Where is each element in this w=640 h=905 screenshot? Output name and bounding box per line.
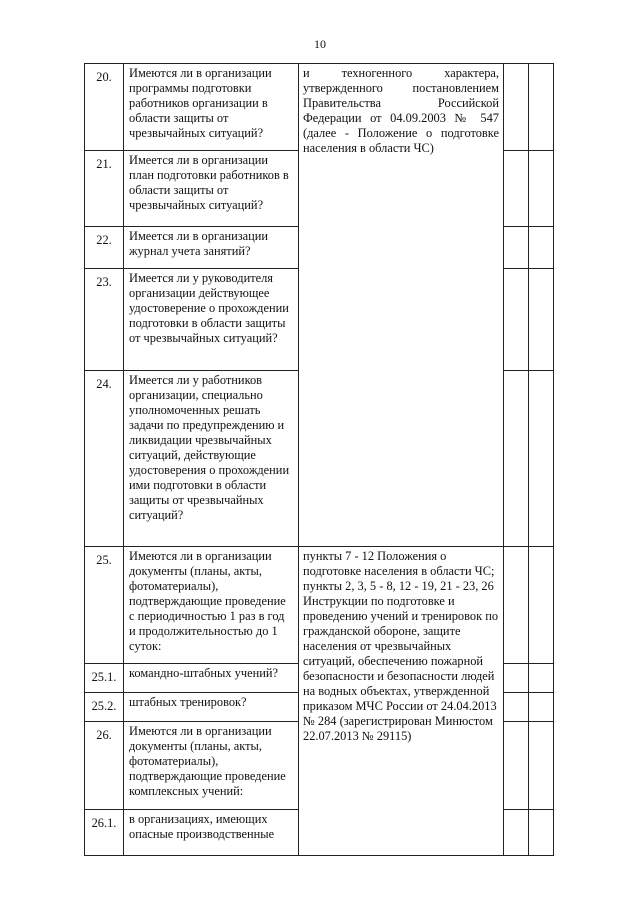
question-cell bbox=[124, 810, 299, 856]
answer-yes-cell[interactable] bbox=[504, 810, 529, 856]
row-number: 26. bbox=[85, 722, 124, 810]
question-text: Имеется ли в организации план подготовки работников в области защиты от чрезвычайных ситуаций? bbox=[129, 153, 289, 212]
question-text: Имеются ли в организации документы (планы, акты, фотоматериалы), подтверждающие проведение комплексных учений: bbox=[129, 724, 286, 798]
question-text: Имеется ли у руководителя организации действующее удостоверение о прохождении подготовки в области защиты от чрезвычайных ситуаций? bbox=[129, 271, 289, 345]
answer-no-cell[interactable] bbox=[529, 371, 554, 547]
answer-no-cell[interactable] bbox=[529, 810, 554, 856]
answer-yes-cell[interactable] bbox=[504, 227, 529, 269]
question-text: Имеется ли у работников организации, специально уполномоченных решать задачи по предупреждению и ликвидации чрезвычайных ситуаций, действующие удостоверения о прохождении ими подготовки в области защиты от чрезвычайных ситуаций? bbox=[129, 373, 290, 522]
answer-yes-cell[interactable] bbox=[504, 664, 529, 693]
question-cell bbox=[124, 227, 299, 269]
row-number: 23. bbox=[85, 269, 124, 371]
question-text: командно-штабных учений? bbox=[129, 666, 278, 680]
answer-no-cell[interactable] bbox=[529, 547, 554, 664]
answer-yes-cell[interactable] bbox=[504, 722, 529, 810]
answer-no-cell[interactable] bbox=[529, 693, 554, 722]
row-number: 25.2. bbox=[85, 693, 124, 722]
checklist-table bbox=[84, 63, 554, 856]
answer-yes-cell[interactable] bbox=[504, 547, 529, 664]
row-number: 20. bbox=[85, 64, 124, 151]
question-text: Имеются ли в организации документы (планы, акты, фотоматериалы), подтверждающие проведение с периодичностью 1 раз в год и продолжительностью до 1 суток: bbox=[129, 549, 286, 653]
answer-no-cell[interactable] bbox=[529, 64, 554, 151]
row-number: 25. bbox=[85, 547, 124, 664]
question-text: в организациях, имеющих опасные производственные bbox=[129, 812, 275, 841]
answer-yes-cell[interactable] bbox=[504, 269, 529, 371]
question-text: Имеется ли в организации журнал учета занятий? bbox=[129, 229, 269, 258]
table-row bbox=[85, 547, 554, 664]
answer-yes-cell[interactable] bbox=[504, 371, 529, 547]
answer-no-cell[interactable] bbox=[529, 151, 554, 227]
reference-cell bbox=[299, 64, 504, 547]
row-number: 21. bbox=[85, 151, 124, 227]
question-cell bbox=[124, 371, 299, 547]
row-number: 25.1. bbox=[85, 664, 124, 693]
answer-no-cell[interactable] bbox=[529, 227, 554, 269]
row-number: 26.1. bbox=[85, 810, 124, 856]
row-number: 22. bbox=[85, 227, 124, 269]
question-cell bbox=[124, 664, 299, 693]
question-cell bbox=[124, 269, 299, 371]
table-row bbox=[85, 64, 554, 151]
question-cell bbox=[124, 64, 299, 151]
page-number: 10 bbox=[314, 37, 326, 51]
question-text: штабных тренировок? bbox=[129, 695, 247, 709]
question-text: Имеются ли в организации программы подготовки работников организации в области защиты от чрезвычайных ситуаций? bbox=[129, 66, 272, 140]
answer-yes-cell[interactable] bbox=[504, 64, 529, 151]
answer-no-cell[interactable] bbox=[529, 664, 554, 693]
reference-text: пункты 7 - 12 Положения о подготовке населения в области ЧС; пункты 2, 3, 5 - 8, 12 - 19, 21 - 23, 26 Инструкции по подготовке и проведению учений и тренировок по гражданской обороне, защите населения от чрезвычайных ситуаций, обеспечению пожарной безопасности и безопасности людей на водных объектах, утвержденной приказом МЧС России от 24.04.2013 № 284 (зарегистрирован Минюстом 22.07.2013 № 29115) bbox=[303, 549, 499, 743]
reference-cell bbox=[299, 547, 504, 856]
answer-yes-cell[interactable] bbox=[504, 693, 529, 722]
reference-text: и техногенного характера, утвержденного постановлением Правительства Российской Федерации от 04.09.2003 № 547 (далее - Положение о подготовке населения в области ЧС) bbox=[303, 66, 499, 155]
question-cell bbox=[124, 722, 299, 810]
answer-no-cell[interactable] bbox=[529, 269, 554, 371]
answer-yes-cell[interactable] bbox=[504, 151, 529, 227]
row-number: 24. bbox=[85, 371, 124, 547]
question-cell bbox=[124, 151, 299, 227]
question-cell bbox=[124, 547, 299, 664]
question-cell bbox=[124, 693, 299, 722]
answer-no-cell[interactable] bbox=[529, 722, 554, 810]
